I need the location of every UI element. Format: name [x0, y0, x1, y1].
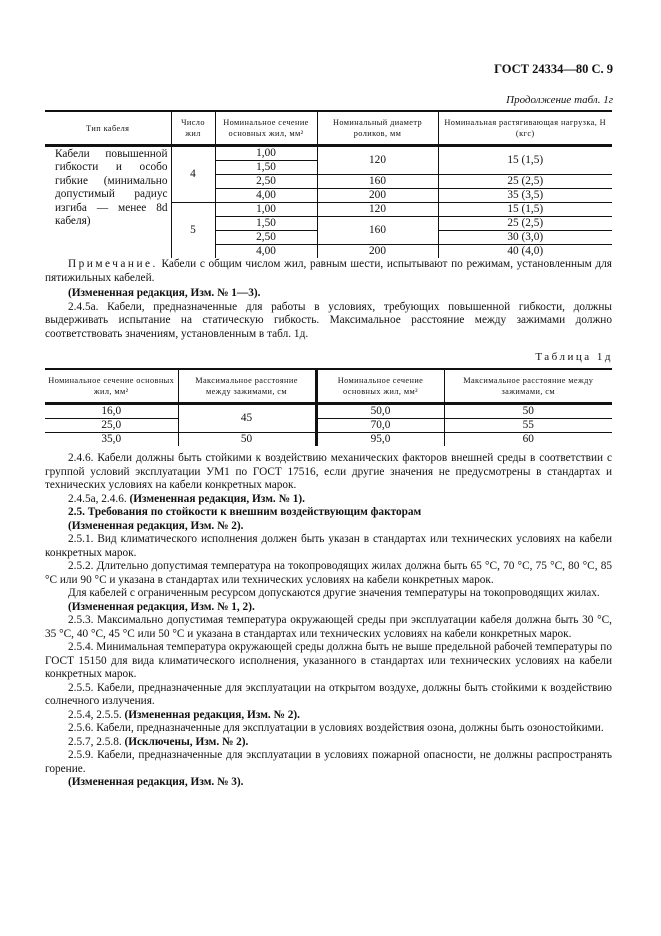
paragraph	[45, 560, 612, 587]
paragraph	[45, 520, 612, 534]
page-header: ГОСТ 24334—80 С. 9	[494, 62, 613, 76]
cell: 1,00	[215, 203, 317, 217]
column-header: Номинальная растягивающая нагрузка, Н (кгс)	[438, 111, 612, 146]
paragraph-text: 2.5.9. Кабели, предназначенные для эксплуатации в условиях пожарной опасности, не должны распространять горение.	[45, 749, 612, 775]
cell: 70,0	[316, 419, 444, 433]
paragraph-text: 2.4.5а, 2.4.6.	[68, 492, 130, 505]
paragraph-text: 2.5.7, 2.5.8.	[68, 735, 125, 748]
paragraph-text: 2.5.6. Кабели, предназначенные для эксплуатации в условиях воздействия озона, должны быть озоностойкими.	[68, 722, 604, 734]
cell: 16,0	[45, 404, 178, 419]
paragraph-text: 2.5.4. Минимальная температура окружающей среды должна быть не выше предельной рабочей температуры по ГОСТ 15150 для вида климатического исполнения, указанного в стандартах или технических условиях на кабели конкретных марок.	[45, 641, 612, 680]
cell: 160	[317, 175, 438, 189]
cell: 160	[317, 217, 438, 245]
cell: 25,0	[45, 419, 178, 433]
table-row	[45, 404, 612, 419]
cell: 55	[444, 419, 612, 433]
cell: 25 (2,5)	[438, 175, 612, 189]
column-header: Максимальное расстояние между зажимами, см	[178, 369, 316, 404]
cell: 120	[317, 146, 438, 175]
column-header: Число жил	[171, 111, 215, 146]
paragraph-text: 2.5.1. Вид климатического исполнения должен быть указан в стандартах или технических условиях на кабели конкретных марок.	[45, 533, 612, 559]
cell: 4,00	[215, 245, 317, 259]
paragraph	[45, 493, 612, 507]
table-1d	[45, 368, 612, 446]
paragraph	[45, 587, 612, 601]
paragraph-bold-text: 2.5. Требования по стойкости к внешним воздействующим факторам	[68, 506, 422, 518]
paragraph-bold-text: (Измененная редакция, Изм. № 2).	[68, 519, 244, 532]
cell: 1,50	[215, 161, 317, 175]
column-header: Тип кабеля	[86, 123, 130, 133]
paragraph	[45, 722, 612, 736]
column-header: Номинальное сечение основных жил, мм²	[316, 369, 444, 404]
paragraph: 2.4.5а. Кабели, предназначенные для работы в условиях, требующих повышенной гибкости, должны выдерживать испытание на статическую гибкость. Максимальное расстояние между зажимами должно соответствовать значениям, установленным в табл. 1д.	[45, 300, 612, 340]
cell: 45	[178, 404, 316, 433]
note-label: Примечание.	[68, 258, 158, 270]
paragraph	[45, 682, 612, 709]
paragraph	[45, 709, 612, 723]
paragraph	[45, 452, 612, 493]
paragraph-bold-text: (Измененная редакция, Изм. № 2).	[124, 708, 300, 721]
cell: 15 (1,5)	[438, 146, 612, 175]
cell: 30 (3,0)	[438, 231, 612, 245]
cell: 120	[317, 203, 438, 217]
body-text-before-table	[45, 287, 612, 341]
cell: 25 (2,5)	[438, 217, 612, 231]
paragraph-text: 2.5.2. Длительно допустимая температура на токопроводящих жилах должна быть 65 °С, 70 °С, 75 °С, 80 °С, 85 °С или 90 °С и указана в стандартах или технических условиях на кабели конкретных марок.	[45, 560, 612, 586]
body-text	[45, 452, 612, 790]
paragraph-text: 2.5.5. Кабели, предназначенные для эксплуатации на открытом воздухе, должны быть стойкими к воздействию солнечного излучения.	[45, 681, 612, 707]
paragraph-bold-text: (Измененная редакция, Изм. № 3).	[68, 776, 244, 788]
cell: 50	[444, 404, 612, 419]
table-row	[45, 433, 612, 447]
cell: 50	[178, 433, 316, 447]
paragraph-bold-text: (Измененная редакция, Изм. № 1).	[129, 492, 305, 505]
cell: 15 (1,5)	[438, 203, 612, 217]
table-1g	[45, 110, 612, 258]
cell: 4,00	[215, 189, 317, 203]
note-text: Кабели с общим числом жил, равным шести, испытывают по режимам, установленным для пятижильных кабелей.	[45, 258, 612, 284]
table-row	[45, 419, 612, 433]
paragraph	[45, 641, 612, 682]
cell: 1,00	[215, 146, 317, 161]
cell: 50,0	[316, 404, 444, 419]
paragraph: (Измененная редакция, Изм. № 1—3).	[68, 287, 261, 299]
column-header: Номинальное сечение основных жил, мм²	[215, 111, 317, 146]
cell: 1,50	[215, 217, 317, 231]
paragraph-text: 2.4.6. Кабели должны быть стойкими к воздействию механических факторов внешней среды в соответствии с группой условий эксплуатации УМ1 по ГОСТ 17516, если другие значения не предусмотрены в стандартах и технических условиях на кабели конкретных марок.	[45, 452, 612, 491]
paragraph	[45, 533, 612, 560]
paragraph-text: Для кабелей с ограниченным ресурсом допускаются другие значения температуры на токопроводящих жилах.	[68, 587, 600, 599]
cell: 2,50	[215, 175, 317, 189]
column-header: Номинальное сечение основных жил, мм²	[48, 376, 175, 396]
paragraph	[45, 736, 612, 750]
cell: 40 (4,0)	[438, 245, 612, 259]
paragraph	[45, 506, 612, 520]
paragraph-text: 2.5.3. Максимально допустимая температура окружающей среды при эксплуатации кабеля должна быть 30 °С, 35 °С, 40 °С, 45 °С или 50 °С и указана в стандартах или технических условиях на кабели конкретных марок.	[45, 614, 612, 640]
paragraph-bold-text: (Измененная редакция, Изм. № 1, 2).	[68, 600, 255, 613]
paragraph	[45, 601, 612, 615]
cell: 2,50	[215, 231, 317, 245]
paragraph-text: 2.5.4, 2.5.5.	[68, 708, 125, 721]
cell: 200	[317, 245, 438, 259]
cell: 60	[444, 433, 612, 447]
cell: 35 (3,5)	[438, 189, 612, 203]
cell: 35,0	[101, 433, 122, 445]
cell: 95,0	[316, 433, 444, 447]
paragraph-bold-text: (Исключены, Изм. № 2).	[124, 735, 249, 748]
cell: 200	[317, 189, 438, 203]
cores-cell: 4	[171, 146, 215, 203]
paragraph	[45, 749, 612, 776]
table-row	[45, 146, 612, 161]
cable-type-cell: Кабели повышенной гибкости и особо гибкие (минимально допустимый радиус изгиба — менее 8d кабеля)	[55, 148, 168, 228]
column-header: Максимальное расстояние между зажимами, см	[444, 369, 612, 404]
paragraph	[45, 614, 612, 641]
table-continuation-label: Продолжение табл. 1г	[506, 94, 613, 106]
paragraph	[45, 776, 612, 790]
table-label: Таблица 1д	[535, 351, 613, 363]
cores-cell: 5	[171, 203, 215, 259]
table-note	[45, 257, 612, 285]
column-header: Номинальный диаметр роликов, мм	[317, 111, 438, 146]
